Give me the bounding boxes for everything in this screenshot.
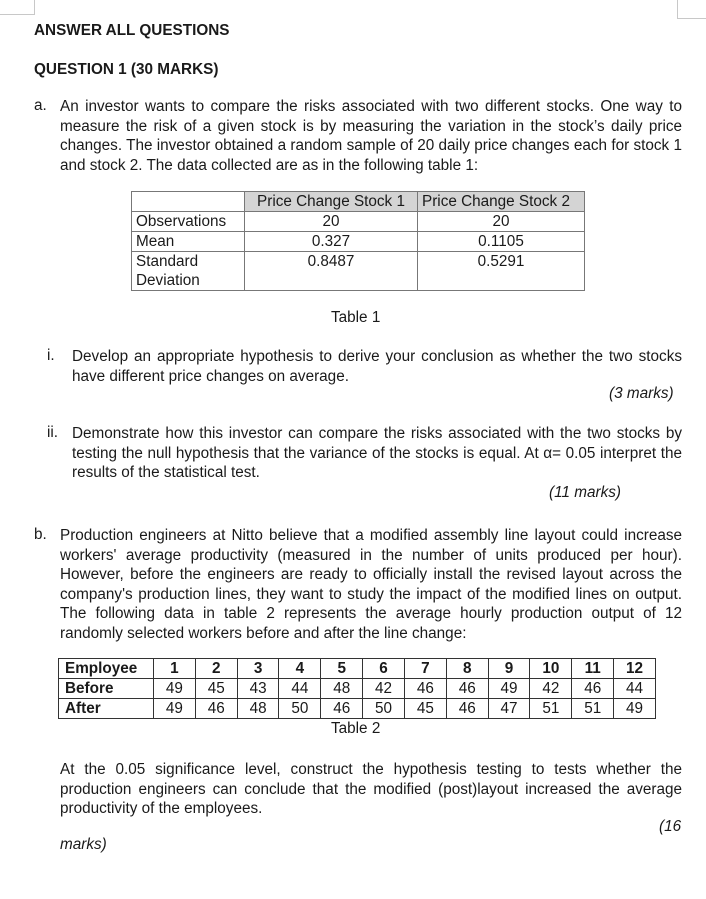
table-1-cell: 0.1105 <box>418 232 585 252</box>
table-2-row-label: After <box>59 699 154 719</box>
sub-ii-marks: (11 marks) <box>549 484 621 501</box>
table-2-before-row <box>59 679 656 699</box>
table-1-row-label: Standard Deviation <box>132 252 245 291</box>
sub-i-number: i. <box>47 347 55 364</box>
part-a-text: An investor wants to compare the risks associated with two different stocks. One way to measure the risk of a given stock is by measuring the variation in the stock’s daily price changes. The investor obtained a random sample of 20 daily price changes each for stock 1 and stock 2. The data collected are as in the following table 1: <box>60 98 682 174</box>
table-2-cell: 42 <box>363 679 405 699</box>
table-2-cell: 46 <box>404 679 446 699</box>
part-a-letter: a. <box>34 97 47 114</box>
table-1-col1-header: Price Change Stock 1 <box>245 192 418 212</box>
table-2-cell: 44 <box>279 679 321 699</box>
table-1-cell: 20 <box>418 212 585 232</box>
table-row <box>132 232 585 252</box>
table-2-caption: Table 2 <box>331 720 381 737</box>
table-2-cell: 48 <box>237 699 279 719</box>
table-1-col2-header: Price Change Stock 2 <box>418 192 585 212</box>
table-2-cell: 2 <box>195 659 237 679</box>
part-b-text: Production engineers at Nitto believe that a modified assembly line layout could increase workers' average productivity (measured in the number of units produced per hour). However, before the engineers are ready to officially install the revised layout across the company's production lines, they want to study the impact of the modified lines on output. The following data in table 2 represents the average hourly production output of 12 randomly selected workers before and after the line change: <box>60 527 682 642</box>
table-2-cell: 51 <box>572 699 614 719</box>
page-corner-left <box>0 0 35 15</box>
table-2-cell: 48 <box>321 679 363 699</box>
table-2-cell: 51 <box>530 699 572 719</box>
table-2-cell: 47 <box>488 699 530 719</box>
sub-ii-text: Demonstrate how this investor can compare the risks associated with the two stocks by testing the null hypothesis that the variance of the stocks is equal. At α= 0.05 interpret the results of the statistical test. <box>72 425 682 481</box>
table-2-row-label: Before <box>59 679 154 699</box>
table-2-cell: 3 <box>237 659 279 679</box>
question-heading: QUESTION 1 (30 MARKS) <box>34 61 219 78</box>
table-2-cell: 46 <box>195 699 237 719</box>
table-1-cell: 0.8487 <box>245 252 418 291</box>
table-2-cell: 7 <box>404 659 446 679</box>
table-2-cell: 12 <box>614 659 656 679</box>
table-2-cell: 42 <box>530 679 572 699</box>
table-2-cell: 6 <box>363 659 405 679</box>
table-2-cell: 45 <box>195 679 237 699</box>
part-b-marks-close: marks) <box>60 836 107 853</box>
table-2-cell: 49 <box>614 699 656 719</box>
table-1 <box>131 191 585 291</box>
table-2-cell: 9 <box>488 659 530 679</box>
table-2-cell: 45 <box>404 699 446 719</box>
table-row <box>132 212 585 232</box>
table-2-cell: 43 <box>237 679 279 699</box>
page-corner-right <box>677 0 706 19</box>
table-2-cell: 46 <box>572 679 614 699</box>
part-b-marks-open: (16 <box>659 818 682 835</box>
part-b-question: At the 0.05 significance level, construct the hypothesis testing to tests whether the production engineers can conclude that the modified (post)layout increased the average productivity of the employees. <box>60 761 682 817</box>
table-1-header-row <box>132 192 585 212</box>
table-2-cell: 11 <box>572 659 614 679</box>
table-1-cell: 0.5291 <box>418 252 585 291</box>
table-1-row-label: Observations <box>132 212 245 232</box>
table-2-cell: 50 <box>279 699 321 719</box>
table-2-after-row <box>59 699 656 719</box>
page-title: ANSWER ALL QUESTIONS <box>34 22 230 39</box>
table-2-cell: 1 <box>154 659 196 679</box>
table-1-row-label: Mean <box>132 232 245 252</box>
table-2-cell: 49 <box>154 679 196 699</box>
table-1-cell: 0.327 <box>245 232 418 252</box>
sub-ii-number: ii. <box>47 424 59 441</box>
table-2 <box>58 658 656 719</box>
table-row <box>132 252 585 291</box>
table-1-corner-cell <box>132 192 245 212</box>
table-2-cell: 4 <box>279 659 321 679</box>
table-2-cell: 46 <box>446 679 488 699</box>
part-b-letter: b. <box>34 526 47 543</box>
table-2-employee-row <box>59 659 656 679</box>
table-2-cell: 46 <box>446 699 488 719</box>
table-2-cell: 49 <box>154 699 196 719</box>
table-1-cell: 20 <box>245 212 418 232</box>
table-2-cell: 50 <box>363 699 405 719</box>
table-2-cell: 5 <box>321 659 363 679</box>
table-2-cell: 46 <box>321 699 363 719</box>
sub-i-text: Develop an appropriate hypothesis to derive your conclusion as whether the two stocks have different price changes on average. <box>72 348 682 385</box>
table-1-caption: Table 1 <box>331 309 381 326</box>
sub-i-marks: (3 marks) <box>609 385 674 402</box>
table-2-cell: 49 <box>488 679 530 699</box>
table-2-cell: 8 <box>446 659 488 679</box>
table-2-cell: 10 <box>530 659 572 679</box>
table-2-row-label: Employee <box>59 659 154 679</box>
table-2-cell: 44 <box>614 679 656 699</box>
